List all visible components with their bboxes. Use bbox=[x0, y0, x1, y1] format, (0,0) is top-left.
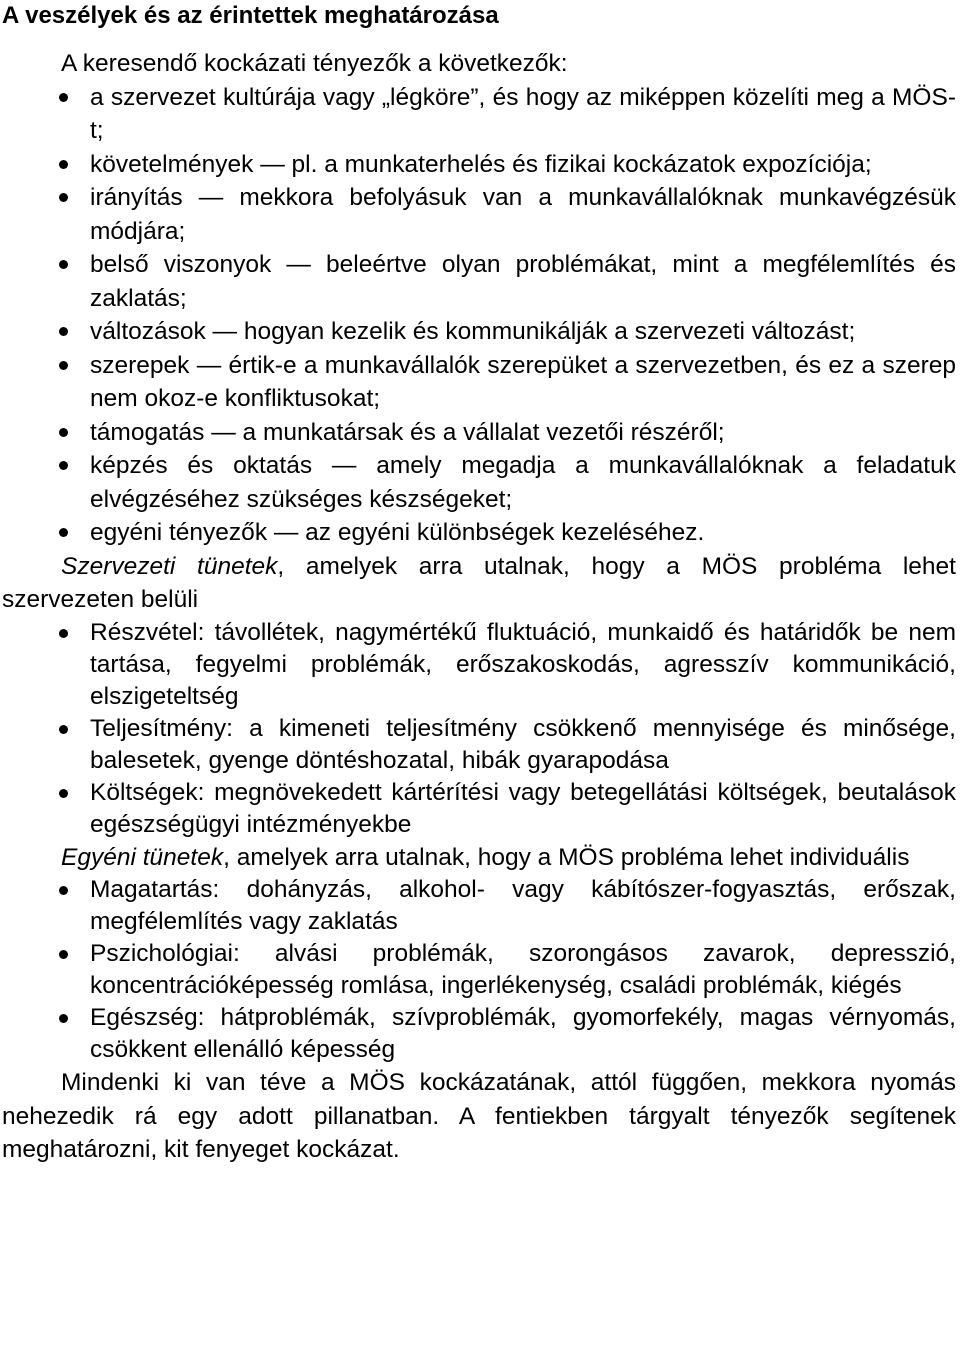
bullet-icon bbox=[59, 93, 68, 102]
list-item bbox=[2, 938, 956, 1002]
list-item bbox=[2, 248, 956, 315]
bullet-icon bbox=[59, 629, 68, 638]
bullet-icon bbox=[59, 193, 68, 202]
list-item bbox=[2, 1002, 956, 1066]
list-item-text: irányítás — mekkora befolyásuk van a munkavállalóknak munkavégzésük módjára; bbox=[90, 184, 956, 245]
bullet-icon bbox=[59, 1014, 68, 1023]
list-item-text: követelmények — pl. a munkaterhelés és fizikai kockázatok expozíciója; bbox=[90, 150, 872, 178]
list-item bbox=[2, 181, 956, 248]
org-symptoms-list bbox=[2, 617, 956, 841]
section-title: A veszélyek és az érintettek meghatározása bbox=[2, 2, 499, 29]
list-item bbox=[2, 81, 956, 148]
bullet-icon bbox=[59, 725, 68, 734]
bullet-icon bbox=[59, 528, 68, 537]
list-item-text: Teljesítmény: a kimeneti teljesítmény csökkenő mennyisége és minősége, balesetek, gyenge döntéshozatal, hibák gyarapodása bbox=[90, 714, 956, 774]
list-item-text: egyéni tényezők — az egyéni különbségek kezeléséhez. bbox=[90, 519, 705, 546]
org-symptoms-lead-text: , amelyek arra utalnak, hogy a MÖS probléma lehet szervezeten belüli bbox=[2, 552, 956, 613]
list-item bbox=[2, 416, 956, 450]
bullet-icon bbox=[59, 461, 68, 470]
list-item bbox=[2, 449, 956, 516]
bullet-icon bbox=[59, 160, 68, 169]
list-item-text: Költségek: megnövekedett kártérítési vagy betegellátási költségek, beutalások egészségügyi intézményekbe bbox=[90, 778, 956, 838]
bullet-icon bbox=[59, 260, 68, 269]
bullet-icon bbox=[59, 327, 68, 336]
list-item bbox=[2, 874, 956, 938]
bullet-icon bbox=[59, 428, 68, 437]
list-item-text: Részvétel: távollétek, nagymértékű fluktuáció, munkaidő és határidők be nem tartása, fegyelmi problémák, erőszakoskodás, agresszív kommunikáció, elszigeteltség bbox=[90, 618, 956, 710]
list-item-text: szerepek — értik-e a munkavállalók szerepüket a szervezetben, és ez a szerep nem okoz-e konfliktusokat; bbox=[90, 351, 956, 412]
list-item-text: a szervezet kultúrája vagy „légköre”, és hogy az miképpen közelíti meg a MÖS-t; bbox=[90, 83, 956, 144]
individual-symptoms-lead bbox=[2, 841, 956, 875]
bullet-icon bbox=[59, 886, 68, 895]
individual-symptoms-heading: Egyéni tünetek bbox=[61, 843, 224, 871]
list-item-text: belső viszonyok — beleértve olyan problémákat, mint a megfélemlítés és zaklatás; bbox=[90, 251, 956, 312]
list-item-text: képzés és oktatás — amely megadja a munkavállalóknak a feladatuk elvégzéséhez szükséges készségeket; bbox=[90, 452, 956, 513]
list-item-text: Magatartás: dohányzás, alkohol- vagy kábítószer-fogyasztás, erőszak, megfélemlítés vagy zaklatás bbox=[90, 876, 956, 935]
list-item bbox=[2, 713, 956, 777]
bullet-icon bbox=[59, 361, 68, 370]
org-symptoms-heading: Szervezeti tünetek bbox=[61, 552, 278, 580]
list-item-text: Egészség: hátproblémák, szívproblémák, gyomorfekély, magas vérnyomás, csökkent ellenálló képesség bbox=[90, 1004, 956, 1063]
intro-text: A keresendő kockázati tényezők a következők: bbox=[61, 50, 568, 77]
org-symptoms-lead bbox=[2, 550, 956, 617]
list-item bbox=[2, 349, 956, 416]
list-item bbox=[2, 148, 956, 182]
risk-factor-list bbox=[2, 81, 956, 550]
bullet-icon bbox=[59, 950, 68, 959]
individual-symptoms-lead-text: , amelyek arra utalnak, hogy a MÖS probléma lehet individuális bbox=[223, 843, 910, 871]
list-item bbox=[2, 315, 956, 349]
list-item bbox=[2, 516, 956, 550]
individual-symptoms-list bbox=[2, 874, 956, 1066]
closing-paragraph: Mindenki ki van téve a MÖS kockázatának, attól függően, mekkora nyomás nehezedik rá egy adott pillanatban. A fentiekben tárgyalt tényezők segítenek meghatározni, kit fenyeget kockázat. bbox=[2, 1069, 956, 1163]
list-item bbox=[2, 617, 956, 713]
list-item-text: Pszichológiai: alvási problémák, szorongásos zavarok, depresszió, koncentrációképesség romlása, ingerlékenység, családi problémák, kiégés bbox=[90, 940, 956, 999]
list-item-text: támogatás — a munkatársak és a vállalat vezetői részéről; bbox=[90, 418, 725, 446]
bullet-icon bbox=[59, 789, 68, 798]
list-item bbox=[2, 777, 956, 841]
list-item-text: változások — hogyan kezelik és kommunikálják a szervezeti változást; bbox=[90, 318, 856, 345]
